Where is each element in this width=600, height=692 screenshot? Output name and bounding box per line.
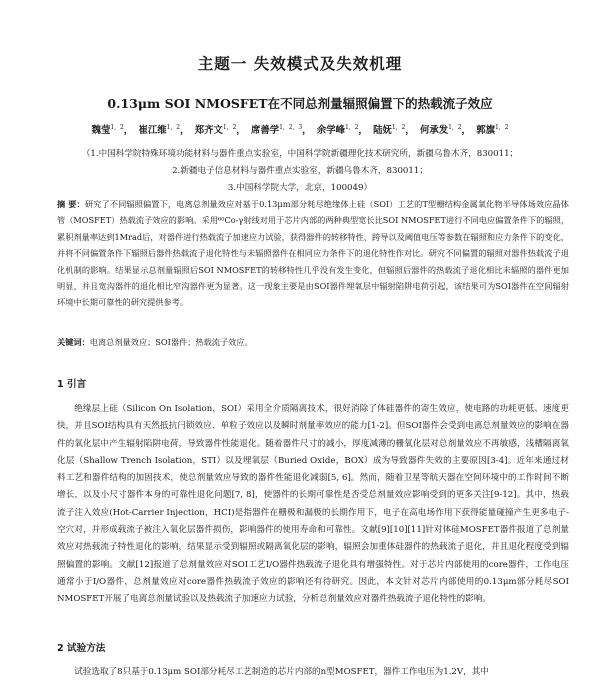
author: 魏莹$^{1, 2}$，	[91, 123, 134, 136]
author: 崔江维$^{1, 2}$，	[138, 123, 190, 136]
author: 何承发$^{1, 2}$，	[419, 123, 471, 136]
abstract-label: 摘 要：	[57, 199, 85, 209]
keywords-label: 关键词：	[57, 337, 90, 347]
abstract-text: 研究了不同辐照偏置下，电离总剂量效应对基于0.13μm部分耗尽绝缘体上硅（SOI）工艺的T型栅结构金属氧化物半导体场效应晶体管（MOSFET）热载流子效应的影响。采用⁶⁰Co-γ射线对用于芯片内部的两种典型宽长比SOI NMOSFET进行不同电应偏置条件下的辐照，累积剂量率达到1Mrad后，对器件进行热载流子加速应力试验，获得器件的转移特性、跨导以及阈值电压等参数在辐照和应力条件下的变化，并将不同偏置条件下辐照后器件热载流子退化特性与未辐照器件在相同应力条件下的退化特性作对比。研究不同偏置的辐照对器件热载流子退化机制的影响。结果显示总剂量辐照后SOI NMOSFET的转移特性几乎没有发生变化，但辐照后器件的热载流子退化相比未辐照的器件更加明显，并且宽沟器件的退化相比窄沟器件更为显著。这一现象主要是由SOI器件埋氧层中辐射陷阱电荷引起，该结果可为SOI器件在空间辐射环境中长期可靠性的研究提供参考。	[57, 199, 569, 308]
author: 郑齐文$^{1, 2}$，	[194, 123, 246, 136]
affiliation-line: 3.中国科学院大学，北京，100049）	[227, 183, 373, 193]
affiliation-line: （1.中国科学院特殊环境功能材料与器件重点实验室，中国科学院新疆理化技术研究所，新疆乌鲁木齐，830011；	[81, 149, 519, 159]
author: 余学峰$^{1, 2}$，	[316, 123, 368, 136]
paper-title: 0.13μm SOI NMOSFET在不同总剂量辐照偏置下的热载流子效应	[107, 96, 493, 111]
keywords-text: 电离总剂量效应；SOI器件；热载流子效应。	[89, 337, 253, 347]
topic-heading: 主题一 失效模式及失效机理	[197, 55, 403, 73]
affiliation-line: 2.新疆电子信息材料与器件重点实验室，新疆乌鲁木齐，830011；	[172, 166, 428, 176]
body-paragraph: 绝缘层上硅（Silicon On Isolation，SOI）采用全介质隔离技术，很好消除了体硅器件的寄生效应，使电路的功耗更低、速度更快，并且SOI结构具有天然抵抗闩锁效应、单粒子效应以及瞬时剂量率效应的能力[1-2]。但SOI器件会受到电离总剂量效应的影响在器件的氧化层中产生辐射陷阱电荷，导致器件性能退化。随着器件尺寸的减小，厚度减薄的栅氧化层对总剂量效应不再敏感，浅槽隔离氧化层（Shallow Trench Isolation，STI）以及埋氧层（Buried Oxide，BOX）成为导致器件失效的主要原因[3-4]。近年来通过材料工艺和器件结构的加固技术，使总剂量效应导致的器件性能退化减弱[5, 6]。然而，随着卫星等航天器在空间环境中的工作时间不断增长，以及小尺寸器件本身的可靠性退化问题[7, 8]，使器件的长期可靠性是否受总剂量效应影响受到的更多关注[9-12]。其中，热载流子注入效应(Hot-Carrier Injection，HCI)是指器件在栅极和漏极的长期作用下，电子在高电场作用下获得能量碰撞产生更多电子-空穴对，并形成载流子被注入氧化层器件损伤，影响器件的使用寿命和可靠性。文献[9][10][11]针对体硅MOSFET器件报道了总剂量效应对热载流子特性退化的影响，结果显示受到辐照或隔离氧化层的影响，辐照会加重体硅器件的热载流子退化，并且退化程度受到辐照偏置的影响。文献[12]报道了总剂量效应对SOI工艺I/O器件热载流子退化具有增强特性。对于芯片内部使用的core器件，工作电压通常小于I/O器件，总剂量效应对core器件热载流子效应的影响还有待研究。因此，本文针对芯片内部使用的0.13μm部分耗尽SOI NMOSFET开展了电离总剂量试验以及热载流子加速应力试验，分析总剂量效应对器件热载流子退化特性的影响。	[57, 404, 569, 605]
author: 席善学$^{1, 2, 3}$，	[250, 123, 312, 136]
body-paragraph: 试验选取了8只基于0.13μm SOI部分耗尽工艺制造的芯片内部的n型MOSFET，器件工作电压为1.2V，其中	[74, 667, 489, 677]
author-list	[0, 122, 600, 136]
author: 郭旗$^{1, 2}$	[476, 123, 509, 136]
keywords	[57, 334, 569, 350]
section-heading: 1 引言	[57, 379, 87, 390]
section-heading: 2 试验方法	[57, 643, 106, 654]
abstract	[57, 196, 569, 311]
author: 陆妩$^{1, 2}$，	[373, 123, 415, 136]
